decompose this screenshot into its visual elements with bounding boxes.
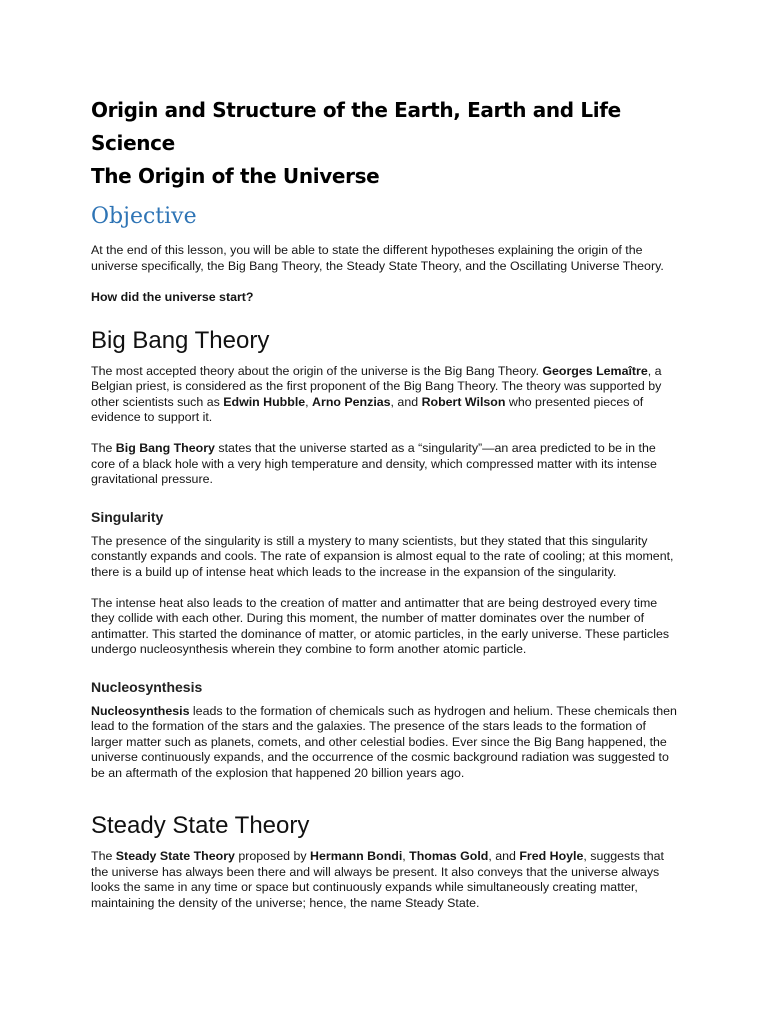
singularity-paragraph-2: The intense heat also leads to the creation of matter and antimatter that are being destroyed every time they collide with each other. During this moment, the number of matter dominates over the number of antimatter. This started the dominance of matter, or atomic particles, in the early universe. These particles undergo nucleosynthesis wherein they combine to form another atomic particle. [91, 595, 670, 656]
title-line-2: The Origin of the Universe [91, 164, 380, 188]
term-big-bang: Big Bang Theory [115, 441, 215, 455]
name-lemaitre: Georges Lemaître [542, 363, 648, 378]
name-hubble: Edwin Hubble [223, 394, 306, 409]
big-bang-heading: Big Bang Theory [91, 326, 270, 354]
steady-state-heading: Steady State Theory [91, 812, 310, 839]
name-gold: Thomas Gold [409, 849, 489, 863]
term-steady-state: Steady State Theory [115, 849, 235, 863]
big-bang-paragraph-1: The most accepted theory about the origin of the universe is the Big Bang Theory. Georges Lemaître, a Belgian priest, is considered as the first proponent of the Big Bang Theory. The theory was supported by other scientists such as Edwin Hubble, Arno Penzias, and Robert Wilson who presented pieces of evidence to support it. [91, 363, 662, 424]
objective-heading: Objective [91, 204, 197, 229]
name-wilson: Robert Wilson [421, 394, 506, 409]
big-bang-paragraph-2: The Big Bang Theory states that the universe started as a “singularity”—an area predicted to be in the core of a black hole with a very high temperature and density, which compressed matter with its intense gravitational pressure. [91, 441, 657, 486]
singularity-heading: Singularity [91, 508, 164, 525]
name-penzias: Arno Penzias [312, 394, 391, 409]
term-nucleosynthesis: Nucleosynthesis [91, 703, 190, 718]
nucleosynthesis-paragraph: Nucleosynthesis leads to the formation of chemicals such as hydrogen and helium. These chemicals then lead to the formation of the stars and the galaxies. The presence of the stars leads to the formation of larger matter such as planets, comets, and other celestial bodies. Ever since the Big Bang happened, the universe continuously expands, and the occurrence of the cosmic background radiation was suggested to be an aftermath of the explosion that happened 20 billion years ago. [91, 703, 677, 780]
singularity-paragraph-1: The presence of the singularity is still a mystery to many scientists, but they stated that this singularity constantly expands and cools. The rate of expansion is almost equal to the rate of cooling; at this moment, there is a build up of intense heat which leads to the increase in the expansion of the singularity. [91, 533, 674, 579]
name-bondi: Hermann Bondi [310, 849, 403, 863]
title-line-1: Origin and Structure of the Earth, Earth and Life Science [91, 98, 621, 155]
objective-paragraph: At the end of this lesson, you will be able to state the different hypotheses explaining the origin of the universe specifically, the Big Bang Theory, the Steady State Theory, and the Oscillating Universe Theory. [91, 243, 664, 273]
name-hoyle: Fred Hoyle [519, 849, 584, 863]
document-title [91, 94, 678, 193]
question-text: How did the universe start? [91, 290, 254, 304]
nucleosynthesis-heading: Nucleosynthesis [91, 678, 203, 695]
steady-state-paragraph: The Steady State Theory proposed by Hermann Bondi, Thomas Gold, and Fred Hoyle, suggests that the universe has always been there and will always be present. It also conveys that the universe always looks the same in any time or space but continuously expands while simultaneously creating matter, maintaining the density of the universe; hence, the name Steady State. [91, 849, 664, 910]
